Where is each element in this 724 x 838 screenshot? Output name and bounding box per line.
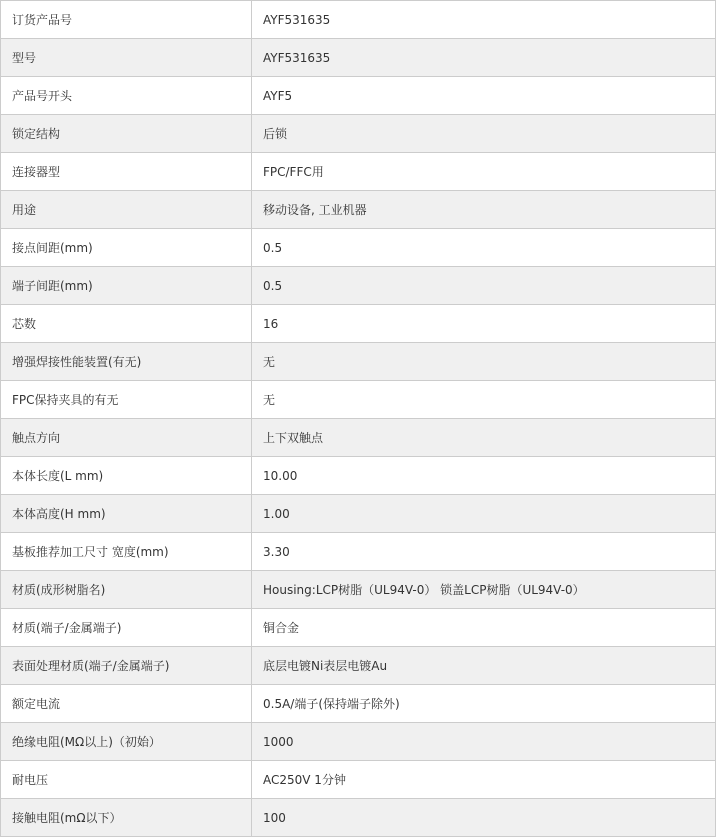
spec-label: 接点间距(mm) [1, 229, 252, 267]
spec-label: 用途 [1, 191, 252, 229]
table-row [1, 305, 716, 343]
spec-value: 上下双触点 [252, 419, 716, 457]
table-row [1, 77, 716, 115]
table-row [1, 571, 716, 609]
table-row [1, 229, 716, 267]
spec-label: 基板推荐加工尺寸 宽度(mm) [1, 533, 252, 571]
spec-value: 后锁 [252, 115, 716, 153]
spec-value: 0.5 [252, 229, 716, 267]
spec-label: 耐电压 [1, 761, 252, 799]
table-row [1, 1, 716, 39]
spec-label: FPC保持夹具的有无 [1, 381, 252, 419]
spec-value: 无 [252, 381, 716, 419]
spec-value: 底层电镀Ni表层电镀Au [252, 647, 716, 685]
spec-value: AC250V 1分钟 [252, 761, 716, 799]
spec-value: AYF531635 [252, 1, 716, 39]
table-row [1, 609, 716, 647]
spec-value: 移动设备, 工业机器 [252, 191, 716, 229]
spec-value: 10.00 [252, 457, 716, 495]
spec-label: 订货产品号 [1, 1, 252, 39]
spec-label: 锁定结构 [1, 115, 252, 153]
table-row [1, 115, 716, 153]
spec-value: 1000 [252, 723, 716, 761]
spec-label: 芯数 [1, 305, 252, 343]
spec-label: 触点方向 [1, 419, 252, 457]
table-row [1, 39, 716, 77]
spec-label: 连接器型 [1, 153, 252, 191]
table-row [1, 533, 716, 571]
spec-value: 0.5A/端子(保持端子除外) [252, 685, 716, 723]
spec-value: FPC/FFC用 [252, 153, 716, 191]
spec-label: 接触电阻(mΩ以下） [1, 799, 252, 837]
spec-label: 材质(成形树脂名) [1, 571, 252, 609]
table-row [1, 191, 716, 229]
spec-label: 型号 [1, 39, 252, 77]
table-row [1, 761, 716, 799]
spec-label: 材质(端子/金属端子) [1, 609, 252, 647]
spec-label: 本体高度(H mm) [1, 495, 252, 533]
spec-label: 端子间距(mm) [1, 267, 252, 305]
spec-label: 产品号开头 [1, 77, 252, 115]
spec-value: 100 [252, 799, 716, 837]
spec-value: AYF5 [252, 77, 716, 115]
spec-value: AYF531635 [252, 39, 716, 77]
spec-value: 16 [252, 305, 716, 343]
spec-label: 增强焊接性能装置(有无) [1, 343, 252, 381]
table-row [1, 381, 716, 419]
spec-value: 0.5 [252, 267, 716, 305]
spec-label: 表面处理材质(端子/金属端子) [1, 647, 252, 685]
table-row [1, 457, 716, 495]
spec-label: 绝缘电阻(MΩ以上)（初始） [1, 723, 252, 761]
table-row [1, 495, 716, 533]
table-row [1, 419, 716, 457]
spec-value: 铜合金 [252, 609, 716, 647]
table-row [1, 267, 716, 305]
spec-value: 3.30 [252, 533, 716, 571]
spec-label: 本体长度(L mm) [1, 457, 252, 495]
table-row [1, 647, 716, 685]
table-row [1, 723, 716, 761]
spec-label: 额定电流 [1, 685, 252, 723]
table-row [1, 799, 716, 837]
spec-value: 1.00 [252, 495, 716, 533]
table-row [1, 153, 716, 191]
table-row [1, 685, 716, 723]
spec-value: 无 [252, 343, 716, 381]
spec-value: Housing:LCP树脂（UL94V-0） 锁盖LCP树脂（UL94V-0） [252, 571, 716, 609]
table-row [1, 343, 716, 381]
